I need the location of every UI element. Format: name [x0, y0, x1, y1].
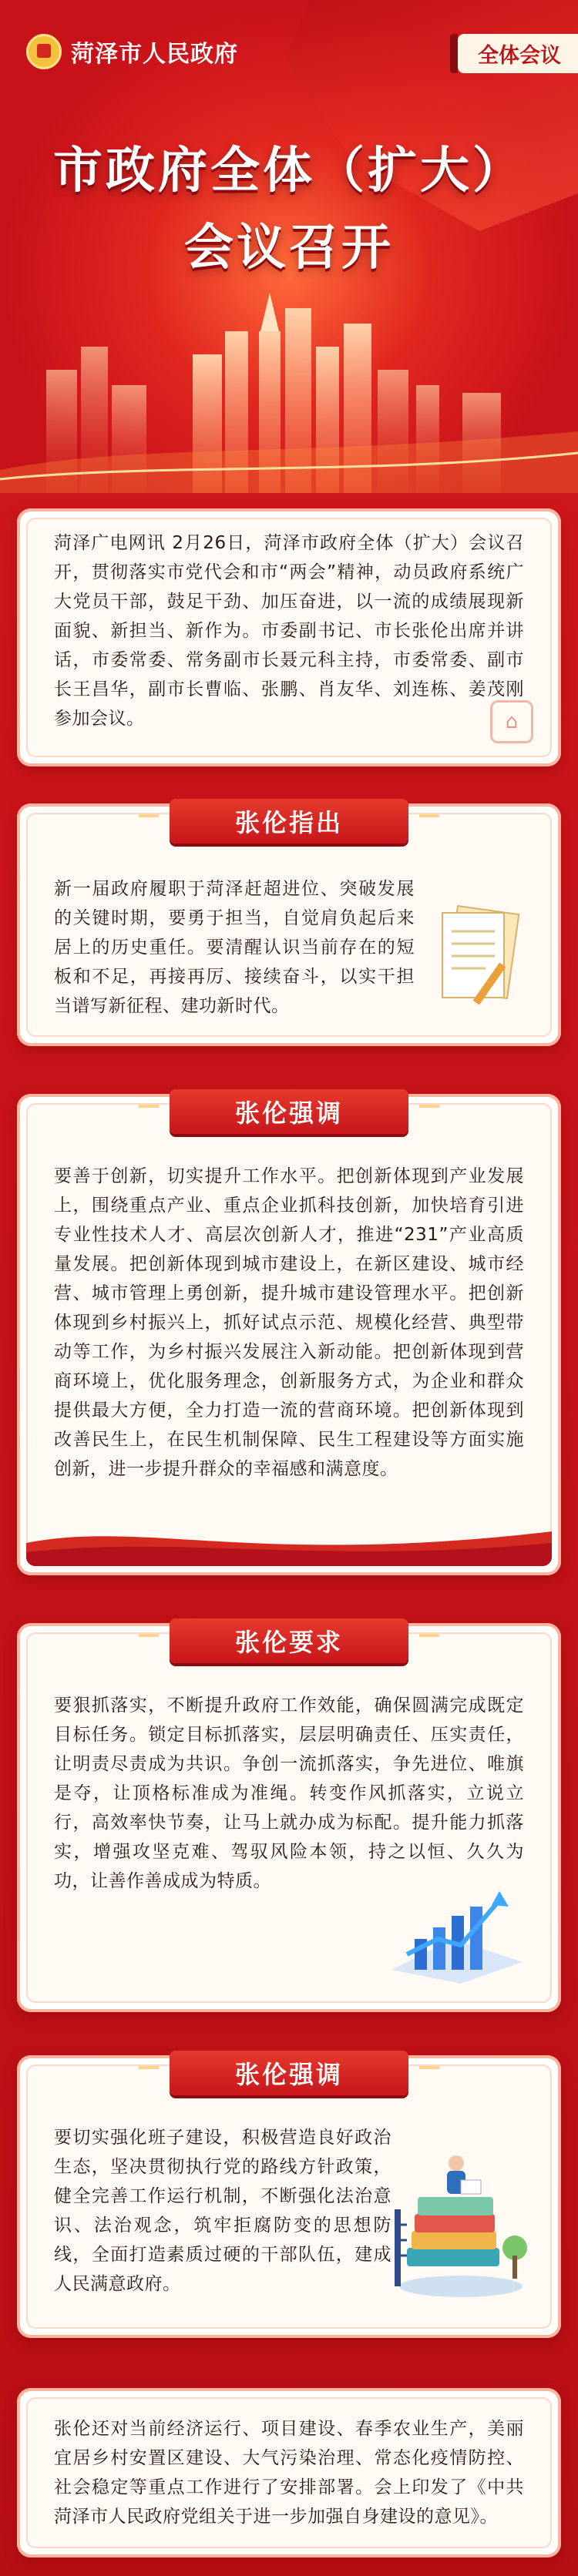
logo-text: 菏泽市人民政府	[71, 41, 238, 68]
hero-banner	[0, 0, 578, 493]
section-card-4	[17, 2055, 561, 2338]
growth-chart-icon	[384, 1885, 530, 1985]
intro-paragraph: 菏泽广电网讯 2月26日，菏泽市政府全体（扩大）会议召开，贯彻落实市党代会和市“两会”精神，动员政府系统广大党员干部，鼓足干劲、加压奋进，以一流的成绩展现新面貌、新担当、新作为。市委副书记、市长张伦出席并讲话，市委常委、常务副市长聂元科主持，市委常委、副市长王昌华，副市长曹临、张鹏、肖友华、刘连栋、姜茂刚参加会议。	[54, 533, 524, 729]
section-paragraph-2: 要善于创新，切实提升工作水平。把创新体现到产业发展上，围绕重点产业、重点企业抓科技创新，加快培育引进专业性技术人才、高层次创新人才，推进“231”产业高质量发展。把创新体现到城市建设上，在新区建设、城市经营、城市管理上勇创新，提升城市建设管理水平。把创新体现到乡村振兴上，抓好试点示范、规模化经营、典型带动等工作，为乡村振兴发展注入新动能。把创新体现到营商环境上，优化服务理念，创新服务方式，为企业和群众提供最大方便，全力打造一流的营商环境。把创新体现到改善民生上，在民生机制保障、民生工程建设等方面实施创新，进一步提升群众的幸福感和满意度。	[54, 1166, 524, 1479]
intro-card	[17, 508, 561, 766]
city-skyline-illustration	[0, 277, 578, 493]
page-title-line1: 市政府全体（扩大）	[53, 142, 525, 200]
document-papers-icon	[432, 896, 524, 1011]
national-emblem-icon	[26, 34, 62, 69]
category-tag: 全体会议	[458, 34, 578, 73]
section-heading-1: 张伦指出	[170, 799, 408, 844]
books-reader-icon	[391, 2132, 530, 2302]
section-card-2	[17, 1094, 561, 1575]
page-title-line2: 会议召开	[184, 219, 394, 277]
section-heading-2: 张伦强调	[170, 1089, 408, 1134]
section-paragraph-4: 要切实强化班子建设，积极营造良好政治生态，坚决贯彻执行党的路线方针政策，健全完善工作运行机制，不断强化法治意识、法治观念，筑牢拒腐防变的思想防线，全面打造素质过硬的干部队伍，建成人民满意政府。	[54, 2128, 391, 2294]
site-logo[interactable]	[26, 34, 238, 69]
section-card-3	[17, 1623, 561, 2012]
closing-paragraph: 张伦还对当前经济运行、项目建设、春季农业生产，美丽宜居乡村安置区建设、大气污染治理、常态化疫情防控、社会稳定等重点工作进行了安排部署。会上印发了《中共菏泽市人民政府党组关于进一步加强自身建设的意见》。	[54, 2419, 524, 2527]
section-heading-3: 张伦要求	[170, 1618, 408, 1663]
section-card-1	[17, 803, 561, 1046]
closing-card	[17, 2388, 561, 2558]
section-paragraph-3: 要狠抓落实，不断提升政府工作效能，确保圆满完成既定目标任务。锁定目标抓落实，层层明确责任、压实责任，让明责尽责成为共识。争创一流抓落实，争先进位、唯旗是夺，让顶格标准成为准绳。转变作风抓落实，立说立行，高效率快节奏，让马上就办成为标配。提升能力抓落实，增强攻坚克难、驾驭风险本领，持之以恒、久久为功，让善作善成成为特质。	[54, 1696, 524, 1891]
section-heading-4: 张伦强调	[170, 2051, 408, 2095]
section-paragraph-1: 新一届政府履职于菏泽赶超进位、突破发展的关键时期，要勇于担当，自觉肩负起后来居上的历史重任。要清醒认识当前存在的短板和不足，再接再厉、接续奋斗，以实干担当谱写新征程、建功新时代。	[54, 879, 415, 1016]
seal-stamp-icon: ⌂	[490, 700, 533, 743]
red-wave-decoration	[26, 1520, 552, 1566]
